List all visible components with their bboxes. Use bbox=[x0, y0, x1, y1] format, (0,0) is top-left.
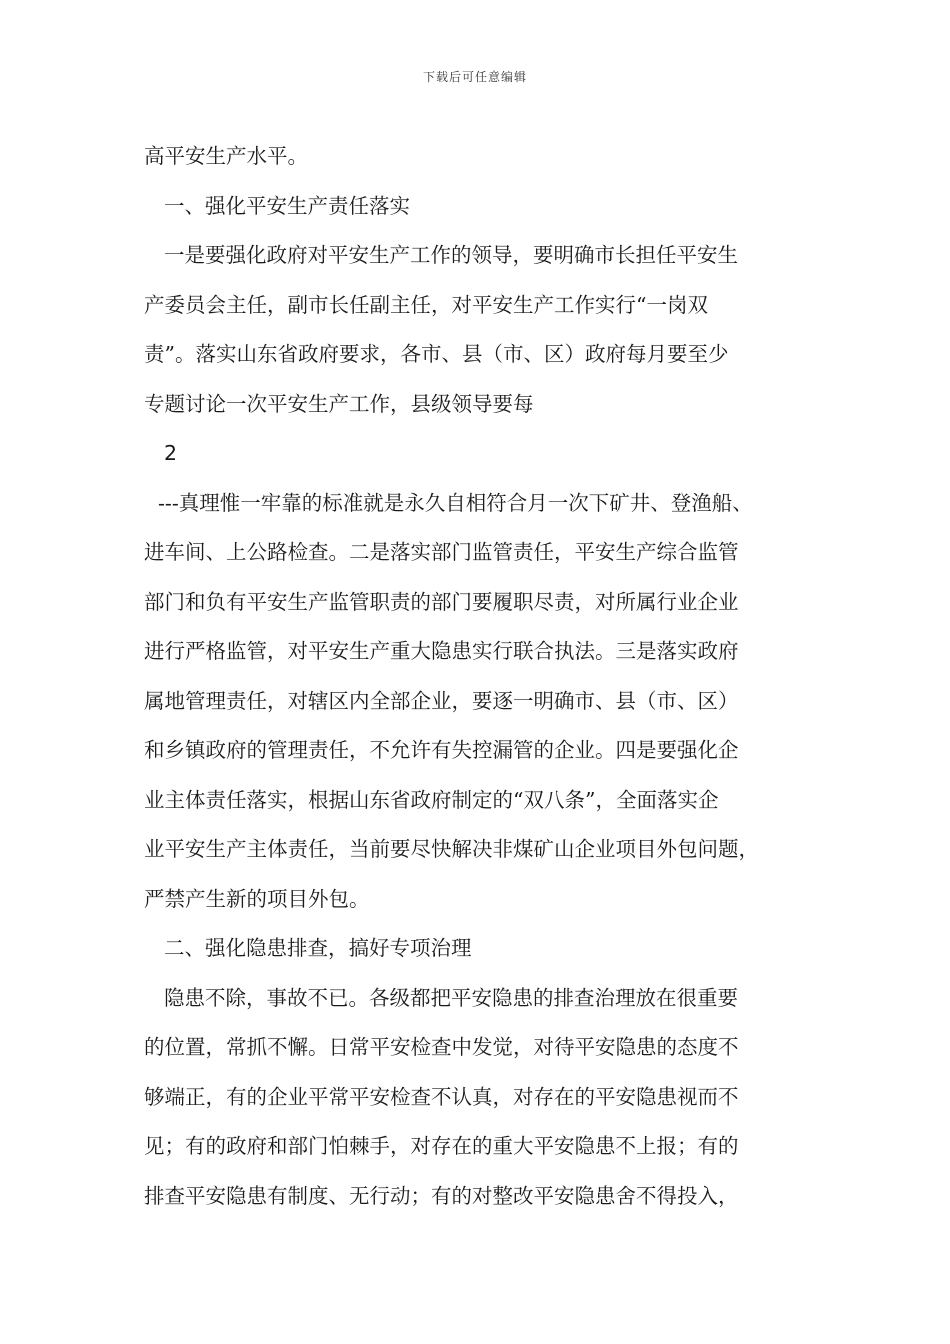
text-line: 和乡镇政府的管理责任，不允许有失控漏管的企业。四是要强化企 bbox=[144, 738, 739, 762]
section-heading: 二、强化隐患排查，搞好专项治理 bbox=[164, 936, 472, 960]
text-line: 一是要强化政府对平安生产工作的领导，要明确市长担任平安生 bbox=[164, 243, 738, 267]
page-number: 2 bbox=[164, 441, 178, 465]
text-line: 产委员会主任，副市长任副主任，对平安生产工作实行“一岗双 bbox=[144, 292, 708, 317]
body-text bbox=[144, 132, 834, 1221]
text-line: 见；有的政府和部门怕棘手，对存在的重大平安隐患不上报；有的 bbox=[144, 1134, 739, 1158]
text-line: 业平安生产主体责任，当前要尽快解决非煤矿山企业项目外包问题， bbox=[144, 837, 759, 861]
text-line: 排查平安隐患有制度、无行动；有的对整改平安隐患舍不得投入， bbox=[144, 1183, 739, 1208]
text-line: 高平安生产水平。 bbox=[144, 144, 308, 168]
text-line: 属地管理责任，对辖区内全部企业，要逐一明确市、县（市、区） bbox=[144, 688, 739, 713]
text-line: 业主体责任落实，根据山东省政府制定的“双八条”，全面落实企 bbox=[144, 787, 719, 812]
text-line: 部门和负有平安生产监管职责的部门要履职尽责，对所属行业企业 bbox=[144, 589, 739, 614]
section-heading: 一、强化平安生产责任落实 bbox=[164, 193, 410, 218]
text-line: ---真理惟一牢靠的标准就是永久自相符合月一次下矿井、登渔船、 bbox=[158, 490, 753, 515]
text-line: 专题讨论一次平安生产工作，县级领导要每 bbox=[144, 391, 534, 416]
text-line: 严禁产生新的项目外包。 bbox=[144, 886, 370, 911]
text-line: 的位置，常抓不懈。日常平安检查中发觉，对待平安隐患的态度不 bbox=[144, 1035, 739, 1059]
text-line: 隐患不除，事故不已。各级都把平安隐患的排查治理放在很重要 bbox=[164, 985, 738, 1010]
text-line: 责”。落实山东省政府要求，各市、县（市、区）政府每月要至少 bbox=[144, 342, 729, 366]
text-line: 进行严格监管，对平安生产重大隐患实行联合执法。三是落实政府 bbox=[144, 639, 739, 663]
text-line: 够端正，有的企业平常平安检查不认真，对存在的平安隐患视而不 bbox=[144, 1084, 739, 1109]
page-header: 下载后可任意编辑 bbox=[422, 70, 527, 84]
text-line: 进车间、上公路检查。二是落实部门监管责任，平安生产综合监管 bbox=[144, 540, 739, 564]
